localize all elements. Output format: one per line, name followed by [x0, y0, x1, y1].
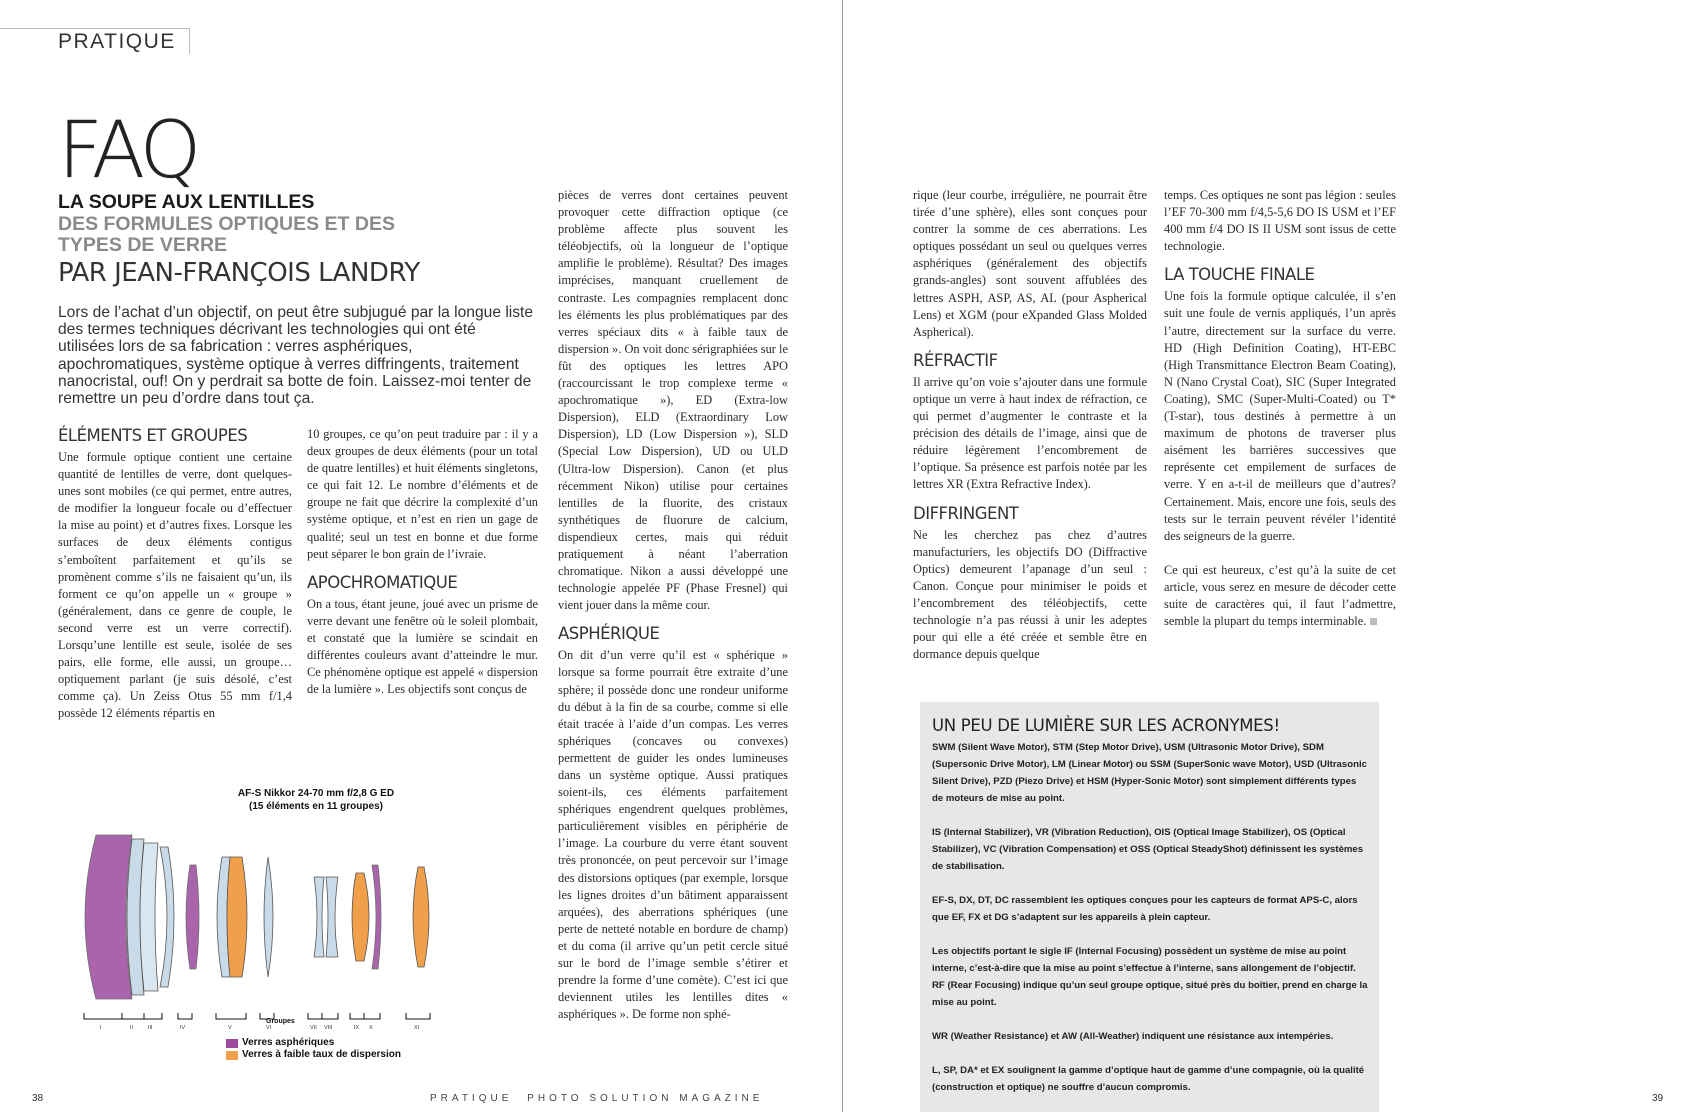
legend-low-dispersion: [226, 1049, 401, 1061]
sidebar-paragraph: IS (Internal Stabilizer), VR (Vibration Reduction), OIS (Optical Image Stabilizer), OS (Optical Stabilizer), VC (Vibration Compensation) et OSS (Optical SteadyShot) définissent les systèmes de stabilisation.: [932, 827, 1364, 872]
legend-label: Verres asphériques: [242, 1037, 335, 1048]
heading-elements-groupes: ÉLÉMENTS ET GROUPES: [58, 426, 248, 445]
page-number-right: 39: [1652, 1093, 1664, 1104]
faq-label: FAQ: [58, 106, 198, 196]
heading-touche-finale: LA TOUCHE FINALE: [1164, 265, 1315, 285]
heading-refractif: RÉFRACTIF: [913, 350, 998, 370]
page-number-left: 38: [32, 1093, 44, 1104]
paragraph: 10 groupes, ce qu’on peut traduire par : il y a deux groupes de deux éléments (pour un total de quatre lentilles) et huit éléments singletons, ce qui fait 12. Le nombre d’éléments et de groupe ne fait que décrire la complexité d’un système optique, et n’est en rien un gage de qualité; seul un test en bonne et due forme peut séparer le bon grain de l’ivraie.: [307, 427, 538, 561]
diagram-element-count: (15 éléments en 11 groupes): [249, 801, 383, 812]
lens-element-aspherical: [372, 865, 381, 969]
paragraph-closing: [1164, 562, 1396, 630]
end-mark-icon: [1370, 618, 1377, 625]
group-number: IV: [180, 1025, 186, 1031]
heading-apochromatique: APOCHROMATIQUE: [307, 572, 458, 592]
paragraph: rique (leur courbe, irrégulière, ne pourrait être tirée d’une sphère), elles sont conçues pour contrer la somme de ces aberrations. Les optiques possédant un seul ou quelques verres asphériques (généralement des objectifs grands-angles) sont souvent affublées des lettres ASPH, ASP, AS, AL (pour Aspherical Lens) et XGM (pour eXpanded Glass Molded Aspherical).: [913, 188, 1147, 339]
diagram-lens-name: AF-S Nikkor 24-70 mm f/2,8 G ED: [237, 788, 395, 799]
group-number: XI: [414, 1025, 420, 1031]
lens-element: [314, 877, 324, 957]
footer-section: PRATIQUE: [430, 1093, 513, 1104]
group-brackets: [84, 1013, 430, 1019]
legend-swatch-low-dispersion: [226, 1051, 238, 1060]
right-column-1: [913, 187, 1147, 663]
group-number: IX: [354, 1025, 360, 1031]
paragraph: Il arrive qu’on voie s’ajouter dans une formule optique un verre à haut index de réfraction, ce qui permet d’augmenter le contraste et la précision des détails de l’image, ainsi que de réduire légèrement l’encombrement de l’optique. Sa présence est parfois notée par les lettres XR (Extra Refractive Index).: [913, 374, 1147, 492]
paragraph: temps. Ces optiques ne sont pas légion : seules l’EF 70-300 mm f/4,5-5,6 DO IS USM et l’EF 400 mm f/4 DO IS II USM sont issus de cette technologie.: [1164, 188, 1396, 254]
closing-text: Ce qui est heureux, c’est qu’à la suite de cet article, vous serez en mesure de décoder cette suite de caractères qui, il faut l’admettre, semble la plupart du temps interminable.: [1164, 562, 1396, 629]
sidebar-paragraph: L, SP, DA* et EX soulignent la gamme d’optique haut de gamme d’une compagnie, où la qualité (construction et optique) ne souffre d’aucun compromis.: [932, 1065, 1365, 1093]
lens-element: [160, 847, 174, 987]
sidebar-paragraph: WR (Weather Resistance) et AW (All-Weather) indiquent une résistance aux intempéries.: [932, 1031, 1334, 1042]
group-number: II: [130, 1025, 134, 1031]
right-column-2: [1164, 187, 1396, 630]
group-numbers: [100, 1025, 420, 1031]
paragraph: Ne les cherchez pas chez d’autres manufacturiers, les objectifs DO (Diffractive Optics) demeurent l’apanage d’un seul : Canon. Conçue pour minimiser le poids et l’encombrement des téléobjectifs, cette technologie n’a pas réussi à unir les adeptes pour qui elle a été créée et semble être en dormance depuis quelque: [913, 527, 1147, 662]
group-number: VII: [310, 1025, 317, 1031]
footer-magazine: [430, 1093, 763, 1104]
left-column-3: [558, 187, 788, 1023]
lens-elements-svg: [56, 827, 496, 1032]
group-number: III: [148, 1025, 153, 1031]
sidebar-title: UN PEU DE LUMIÈRE SUR LES ACRONYMES!: [932, 716, 1280, 735]
lens-element-low-dispersion: [227, 857, 247, 977]
diagram-legend: [226, 1037, 401, 1061]
left-column-2: [307, 426, 538, 698]
right-page: [842, 0, 1688, 1112]
lens-element-low-dispersion: [413, 867, 429, 967]
left-page: [0, 0, 842, 1112]
acronyms-sidebar: [920, 702, 1379, 1112]
lens-element-aspherical: [85, 835, 132, 999]
group-number: V: [228, 1025, 232, 1031]
group-number: X: [369, 1025, 373, 1031]
lens-element: [140, 843, 158, 991]
lead-paragraph: Lors de l’achat d’un objectif, on peut être subjugué par la longue liste des termes techniques décrivant les technologies qui ont été utilisées lors de sa fabrication : verres asphériques, apochromatiques, système optique à verres diffringents, traitement nanocristal, ouf! On y perdrait sa botte de foin. Laissez-moi tenter de remettre un peu d’ordre dans tout ça.: [58, 304, 534, 408]
paragraph: Une formule optique contient une certaine quantité de lentilles de verre, dont quelques-unes sont mobiles (ce qui permet, entre autres, de modifier la longueur focale ou d’effectuer la mise au point) et d’autres fixes. Lorsque les surfaces de deux éléments contigus s’emboîtent parfaitement et qu’ils se promènent comme s’ils ne faisaient qu’un, ils forment ce qu’on appelle un « groupe » (généralement, dans ce genre de couple, le second verre est un verre correctif). Lorsqu’une lentille est seule, isolée de ses pairs, elle forme, elle aussi, un groupe… optiquement parlant (je suis désolé, c’est comme ça). Un Zeiss Otus 55 mm f/1,4 possède 12 éléments répartis en: [58, 450, 292, 721]
sidebar-paragraph: Les objectifs portant le sigle IF (Internal Focusing) possèdent un système de mise au point interne, c’est-à-dire que la mise au point s’effectue à l’interne, sans allongement de l’objectif. RF (Rear Focusing) indique qu’un seul groupe optique, situé près du boîtier, prend en charge la mise au point.: [932, 946, 1368, 1008]
legend-swatch-aspherical: [226, 1039, 238, 1048]
sidebar-paragraph: SWM (Silent Wave Motor), STM (Step Motor Drive), USM (Ultrasonic Motor Drive), SDM (Supersonic Drive Motor), LM (Linear Motor) ou SSM (SuperSonic wave Motor), USD (Ultrasonic Silent Drive), PZD (Piezo Drive) et HSM (Hyper-Sonic Motor) sont simplement différents types de moteurs de mise au point.: [932, 742, 1367, 804]
paragraph: On dit d’un verre qu’il est « sphérique » lorsque sa forme pourrait être extraite d’une sphère; il possède donc une rondeur uniforme du début à la fin de sa courbe, comme si elle était tracée à l’aide d’un compas. Les verres sphériques (concaves ou convexes) permettent de guider les ondes lumineuses dans un système optique. Aussi pratiques soient-ils, ces éléments parfaitement sphériques engendrent quelques problèmes, particulièrement visibles en périphérie de l’image. La courbure du verre étant souvent très prononcée, on peut percevoir sur l’image des distorsions optiques (par exemple, lorsque les lignes droites d’un bâtiment apparaissent arquées), des aberrations sphériques (une perte de netteté notable en bordure de champ) et du coma (il arrive qu’un petit cercle situé sur le bord de l’image semble s’étirer et prendre la forme d’une comète). C’est ici que deviennent utiles les lentilles dites « asphériques ». De forme non sphé-: [558, 648, 788, 1022]
section-label: PRATIQUE: [58, 30, 176, 53]
left-column-1: [58, 426, 292, 723]
footer-magazine-name: PHOTO SOLUTION MAGAZINE: [527, 1093, 764, 1104]
lens-diagram: [56, 787, 496, 1067]
heading-diffringent: DIFFRINGENT: [913, 503, 1019, 523]
article-subtitle: DES FORMULES OPTIQUES ET DES TYPES DE VERRE: [58, 213, 395, 256]
byline: PAR JEAN-FRANÇOIS LANDRY: [58, 258, 420, 288]
sidebar-paragraph: EF-S, DX, DT, DC rassemblent les optiques conçues pour les capteurs de format APS-C, alors que EF, FX et DG s’adaptent sur les appareils à plein capteur.: [932, 895, 1358, 923]
group-number: VIII: [324, 1025, 333, 1031]
group-number: VI: [266, 1025, 272, 1031]
legend-label: Verres à faible taux de dispersion: [242, 1049, 401, 1060]
section-tag: [0, 28, 190, 54]
legend-aspherical: [226, 1037, 401, 1049]
paragraph: pièces de verres dont certaines peuvent provoquer cette diffraction optique (ce problème affecte plus souvent les téléobjectifs, où la longueur de l’optique amplifie le problème). Résultat? Des images imprécises, manquant cruellement de contraste. Les compagnies remplacent donc les éléments les plus problématiques par des verres spéciaux dits « à faible taux de dispersion ». On voit donc sérigraphiées sur le fût des optiques les lettres APO (raccourcissant le trop complexe terme « apochromatique »), ED (Extra-low Dispersion), ELD (Extraordinary Low Dispersion), LD (Low Dispersion »), SLD (Special Low Dispersion), UD ou ULD (Ultra-low Dispersion). Canon (et plus récemment Nikon) utilise pour certaines lentilles de la fluorite, des cristaux synthétiques de fluorure de calcium, dispendieux certes, mais qui réduit pratiquement à néant l’aberration chromatique. Nikon a aussi développé une technologie appelée PF (Phase Fresnel) qui vient jouer dans la même cour.: [558, 188, 788, 613]
lens-element-aspherical: [186, 865, 199, 969]
article-title: LA SOUPE AUX LENTILLES: [58, 191, 315, 213]
group-number: I: [100, 1025, 102, 1031]
lens-element: [326, 877, 338, 957]
lens-element-low-dispersion: [352, 873, 369, 961]
lens-element: [264, 857, 273, 977]
groups-label: Groupes: [266, 1018, 295, 1025]
diagram-title: [216, 787, 416, 813]
paragraph: Une fois la formule optique calculée, il s’en suit une foule de vernis appliqués, l’un après l’autre, directement sur la surface du verre. HD (High Definition Coating), HT-EBC (High Transmittance Electron Beam Coating), N (Nano Crystal Coat), SIC (Super Integrated Coating), SMC (Super-Multi-Coated) ou T* (T-star), tous destinés à permettre à un maximum de photons de traverser plus aisément les barrières successives que représente cet empilement de surfaces de verre. Y en a-t-il de meilleurs que d’autres? Certainement. Mais, encore une fois, seuls des tests sur le terrain peuvent révéler l’identité des seigneurs de la guerre.: [1164, 289, 1396, 543]
paragraph: On a tous, étant jeune, joué avec un prisme de verre devant une fenêtre où le soleil plombait, et constaté que la lumière se scindait en différentes couleurs avant d’atteindre le mur. Ce phénomène optique est appelé « dispersion de la lumière ». Les objectifs sont conçus de: [307, 596, 538, 697]
heading-aspherique: ASPHÉRIQUE: [558, 624, 660, 644]
